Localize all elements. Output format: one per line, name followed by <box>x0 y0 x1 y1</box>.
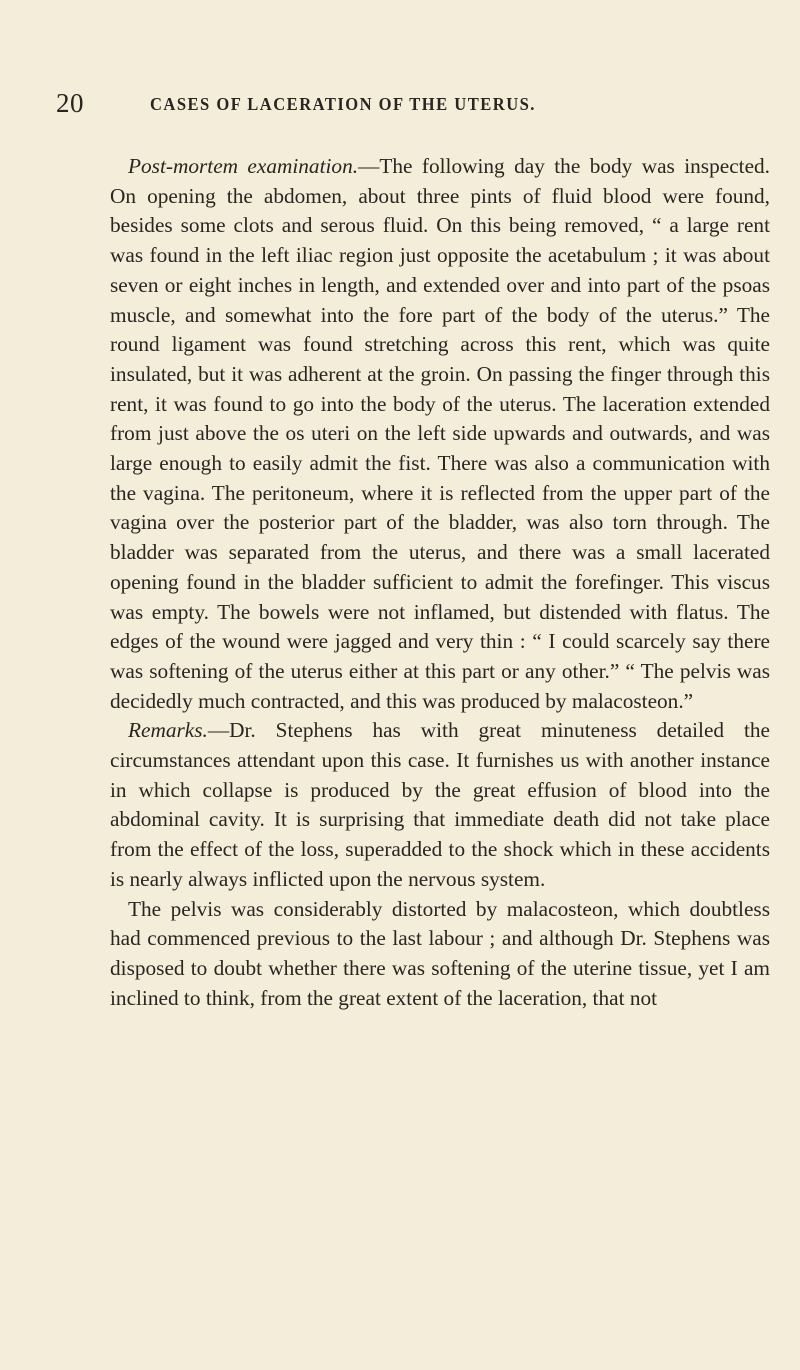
paragraph-text: —The following day the body was inspected. On opening the abdomen, about three pints of fluid blood were found, besides some clots and serous fluid. On this being removed, “ a large rent was found in the left iliac region just opposite the acetabulum ; it was about seven or eight inches in length, and extended over and into part of the psoas muscle, and somewhat into the fore part of the body of the uterus.” The round ligament was found stretching across this rent, which was quite insulated, but it was adherent at the groin. On passing the finger through this rent, it was found to go into the body of the uterus. The laceration extended from just above the os uteri on the left side upwards and outwards, and was large enough to easily admit the fist. There was also a communication with the vagina. The peritoneum, where it is reflected from the upper part of the vagina over the posterior part of the bladder, was also torn through. The bladder was separated from the uterus, and there was a small lacerated opening found in the bladder sufficient to admit the forefinger. This viscus was empty. The bowels were not inflamed, but distended with flatus. The edges of the wound were jagged and very thin : “ I could scarcely say there was softening of the uterus either at this part or any other.” “ The pelvis was decidedly much contracted, and this was produced by malacosteon.” <box>110 154 770 713</box>
paragraph-text: The pelvis was considerably distorted by malacosteon, which doubtless had commenced previous to the last labour ; and although Dr. Stephens was disposed to doubt whether there was softening of the uterine tissue, yet I am inclined to think, from the great extent of the laceration, that not <box>110 896 770 1010</box>
paragraph-lead: Post-mortem examination. <box>128 154 359 178</box>
body-text <box>110 152 770 1013</box>
running-head: CASES OF LACERATION OF THE UTERUS. <box>150 94 536 114</box>
paragraph-text: —Dr. Stephens has with great minuteness detailed the circumstances attendant upon this case. It furnishes us with another instance in which collapse is produced by the great effusion of blood into the abdominal cavity. It is surprising that immediate death did not take place from the effect of the loss, superadded to the shock which in these accidents is nearly always inflicted upon the nervous system. <box>110 718 770 891</box>
page-header <box>0 80 800 120</box>
paragraph-post-mortem <box>110 152 770 716</box>
page-number: 20 <box>56 88 84 118</box>
paragraph-pelvis <box>110 895 770 1014</box>
paragraph-lead: Remarks. <box>128 718 208 743</box>
paragraph-remarks <box>110 716 770 894</box>
